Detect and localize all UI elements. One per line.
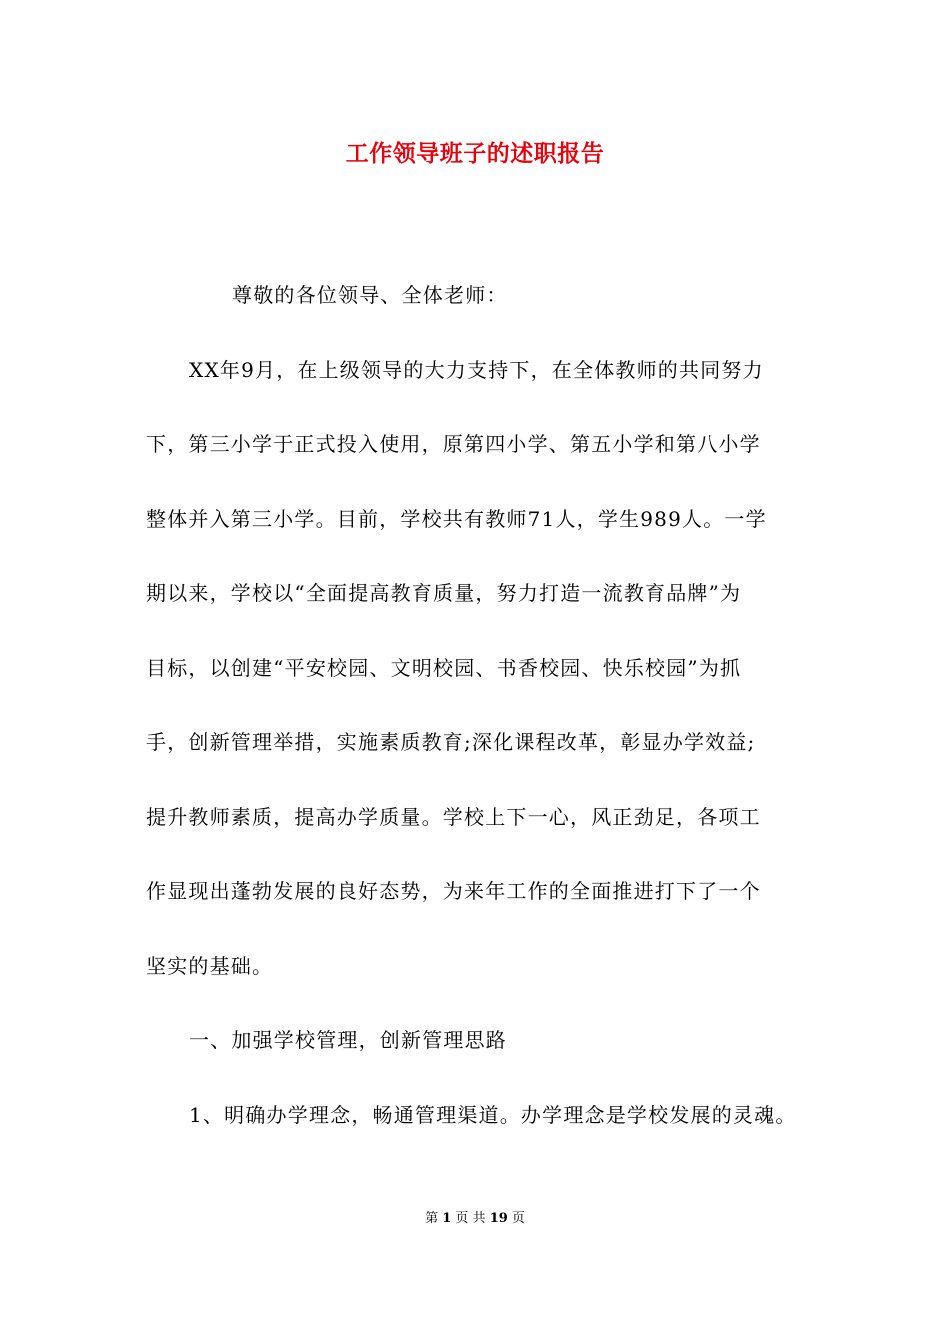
intro-line-8: 作显现出蓬勃发展的良好态势，为来年工作的全面推进打下了一个 bbox=[146, 879, 761, 903]
footer-current-page: 1 bbox=[442, 1211, 452, 1226]
footer-prefix: 第 bbox=[425, 1211, 439, 1226]
intro-line-3: 整体并入第三小学。目前，学校共有教师71人，学生989人。一学 bbox=[146, 507, 767, 531]
footer-suffix: 页 bbox=[511, 1211, 525, 1226]
footer-total-pages: 19 bbox=[489, 1211, 508, 1226]
intro-line-1: XX年9月，在上级领导的大力支持下，在全体教师的共同努力 bbox=[189, 358, 764, 382]
document-title: 工作领导班子的述职报告 bbox=[345, 140, 605, 167]
salutation: 尊敬的各位领导、全体老师： bbox=[232, 283, 508, 307]
intro-line-9: 坚实的基础。 bbox=[146, 954, 274, 978]
intro-line-7: 提升教师素质，提高办学质量。学校上下一心，风正劲足，各项工 bbox=[146, 805, 761, 829]
intro-line-4: 期以来，学校以“全面提高教育质量，努力打造一流教育品牌”为 bbox=[146, 581, 742, 605]
intro-line-6: 手，创新管理举措，实施素质教育;深化课程改革，彰显办学效益; bbox=[146, 730, 756, 754]
item-1: 1、明确办学理念，畅通管理渠道。办学理念是学校发展的灵魂。 bbox=[189, 1103, 797, 1127]
intro-line-5: 目标，以创建“平安校园、文明校园、书香校园、快乐校园”为抓 bbox=[146, 656, 742, 680]
section-heading: 一、加强学校管理，创新管理思路 bbox=[189, 1028, 507, 1052]
footer-middle: 页 共 bbox=[455, 1211, 486, 1226]
page-footer bbox=[0, 1209, 950, 1229]
intro-line-2: 下，第三小学于正式投入使用，原第四小学、第五小学和第八小学 bbox=[146, 432, 761, 456]
